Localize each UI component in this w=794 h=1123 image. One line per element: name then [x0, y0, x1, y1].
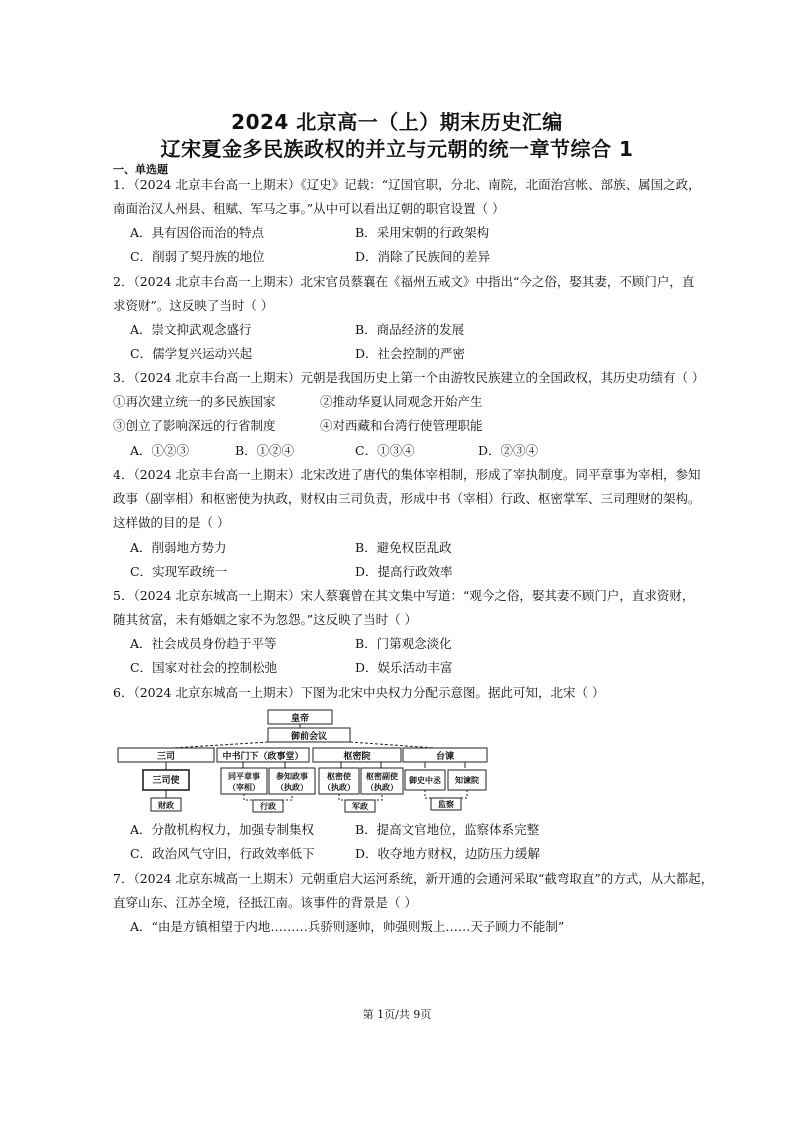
- q3-option-a[interactable]: A．①②③: [130, 443, 190, 458]
- zhongshu-label: 中书门下（政事堂）: [222, 752, 304, 762]
- q6-option-a[interactable]: A．分散机构权力，加强专制集权: [130, 822, 315, 837]
- q5-stem-line1: 5．（2024 北京东城高一上期末）宋人蔡襄曾在其文集中写道：“观今之俗，娶其妻不顾门户，直求资财，: [113, 588, 695, 603]
- q3-option-d[interactable]: D．②③④: [478, 443, 539, 458]
- q5-option-a[interactable]: A．社会成员身份趋于平等: [130, 636, 277, 651]
- q7-stem-line1: 7．（2024 北京东城高一上期末）元朝重启大运河系统，新开通的会通河采取“截弯取直”的方式，从大都起，: [113, 871, 714, 886]
- xingzheng-label: 行政: [260, 802, 276, 811]
- council-label: 御前会议: [290, 732, 328, 742]
- document-title-line1: 2024 北京高一（上）期末历史汇编: [231, 110, 563, 134]
- q7-option-a[interactable]: A．“由是方镇相望于内地………兵骄则逐帅，帅强则叛上……天子顾力不能制”: [130, 919, 565, 934]
- q1-stem-line2: 南面治汉人州县、租赋、军马之事。”从中可以看出辽朝的职官设置（ ）: [113, 201, 505, 216]
- q2-stem-line1: 2．（2024 北京丰台高一上期末）北宋官员蔡襄在《福州五戒文》中指出“今之俗，娶其妻，不顾门户，直: [113, 274, 695, 289]
- page-footer: 第 1页/共 9页: [362, 1008, 432, 1021]
- q3-option-c[interactable]: C．①③④: [355, 443, 415, 458]
- yushi-label: 御史中丞: [409, 776, 441, 785]
- q6-option-d[interactable]: D．收夺地方财权，边防压力缓解: [355, 846, 541, 861]
- q1-option-c[interactable]: C．削弱了契丹族的地位: [130, 249, 265, 264]
- q6-option-b[interactable]: B．提高文官地位，监察体系完整: [355, 822, 540, 837]
- shumifu-label: 枢密副使: [366, 772, 398, 781]
- q5-option-d[interactable]: D．娱乐活动丰富: [355, 660, 453, 675]
- q2-stem-line2: 求资财”。这反映了当时（ ）: [113, 298, 274, 313]
- sansishi-label: 三司使: [152, 776, 180, 786]
- q6-stem-line1: 6．（2024 北京东城高一上期末）下图为北宋中央权力分配示意图。据此可知，北宋（ ）: [113, 685, 605, 700]
- emperor-label: 皇帝: [290, 714, 310, 724]
- shumishi-sub: （执政）: [323, 783, 355, 792]
- q2-option-b[interactable]: B．商品经济的发展: [355, 322, 465, 337]
- caizheng-label: 财政: [158, 801, 174, 810]
- shumishi-label: 枢密使: [327, 772, 351, 781]
- q4-stem-line2: 政事（副宰相）和枢密使为执政，财权由三司负责，形成中书（宰相）行政、枢密掌军、三司理财的架构。: [113, 491, 701, 506]
- q3-option-b[interactable]: B．①②④: [235, 443, 295, 458]
- tongping-sub: （宰相）: [228, 783, 260, 792]
- canzhi-label: 参知政事: [276, 772, 308, 781]
- q1-option-a[interactable]: A．具有因俗而治的特点: [130, 225, 265, 240]
- q4-option-a[interactable]: A．削弱地方势力: [130, 540, 227, 555]
- q4-option-c[interactable]: C．实现军政统一: [130, 564, 228, 579]
- q5-stem-line2: 随其贫富，未有婚姻之家不为忽怨。”这反映了当时（ ）: [113, 612, 418, 627]
- q4-option-b[interactable]: B．避免权臣乱政: [355, 540, 452, 555]
- q3-item-2: ②推动华夏认同观念开始产生: [320, 394, 483, 409]
- junzheng-label: 军政: [352, 802, 368, 811]
- q5-option-b[interactable]: B．门第观念淡化: [355, 636, 452, 651]
- zhijian-label: 知谏院: [455, 776, 479, 785]
- q1-stem-line1: 1．（2024 北京丰台高一上期末）《辽史》记载：“辽国官职，分北、南院，北面治宫帐、部族、属国之政，: [113, 177, 701, 192]
- power-distribution-diagram: [113, 708, 493, 814]
- q7-stem-line2: 直穿山东、江苏全境，径抵江南。该事件的背景是（ ）: [113, 895, 417, 910]
- q1-option-d[interactable]: D．消除了民族间的差异: [355, 249, 491, 264]
- section-heading: 一、单选题: [113, 163, 168, 176]
- q2-option-d[interactable]: D．社会控制的严密: [355, 346, 466, 361]
- q3-item-3: ③创立了影响深远的行省制度: [113, 418, 276, 433]
- q2-option-a[interactable]: A．崇文抑武观念盛行: [130, 322, 252, 337]
- tongping-label: 同平章事: [228, 772, 260, 781]
- q2-option-c[interactable]: C．儒学复兴运动兴起: [130, 346, 253, 361]
- q4-stem-line1: 4．（2024 北京丰台高一上期末）北宋改进了唐代的集体宰相制，形成了宰执制度。同平章事为宰相，参知: [113, 467, 701, 482]
- shumifu-sub: （执政）: [366, 783, 398, 792]
- q6-option-c[interactable]: C．政治风气守旧，行政效率低下: [130, 846, 315, 861]
- shumi-label: 枢密院: [343, 752, 371, 762]
- q3-item-1: ①再次建立统一的多民族国家: [113, 394, 276, 409]
- q5-option-c[interactable]: C．国家对社会的控制松弛: [130, 660, 278, 675]
- q4-stem-line3: 这样做的目的是（ ）: [113, 515, 230, 530]
- q4-option-d[interactable]: D．提高行政效率: [355, 564, 453, 579]
- document-title-line2: 辽宋夏金多民族政权的并立与元朝的统一章节综合 1: [160, 137, 634, 161]
- taijian-label: 台谏: [435, 752, 455, 762]
- q3-stem-line1: 3．（2024 北京丰台高一上期末）元朝是我国历史上第一个由游牧民族建立的全国政权，其历史功绩有（ ）: [113, 370, 705, 385]
- sansi-label: 三司: [156, 752, 176, 762]
- q3-item-4: ④对西藏和台湾行使管理职能: [320, 418, 483, 433]
- q1-option-b[interactable]: B．采用宋朝的行政架构: [355, 225, 490, 240]
- jiancha-label: 监察: [438, 800, 454, 809]
- canzhi-sub: （执政）: [276, 783, 308, 792]
